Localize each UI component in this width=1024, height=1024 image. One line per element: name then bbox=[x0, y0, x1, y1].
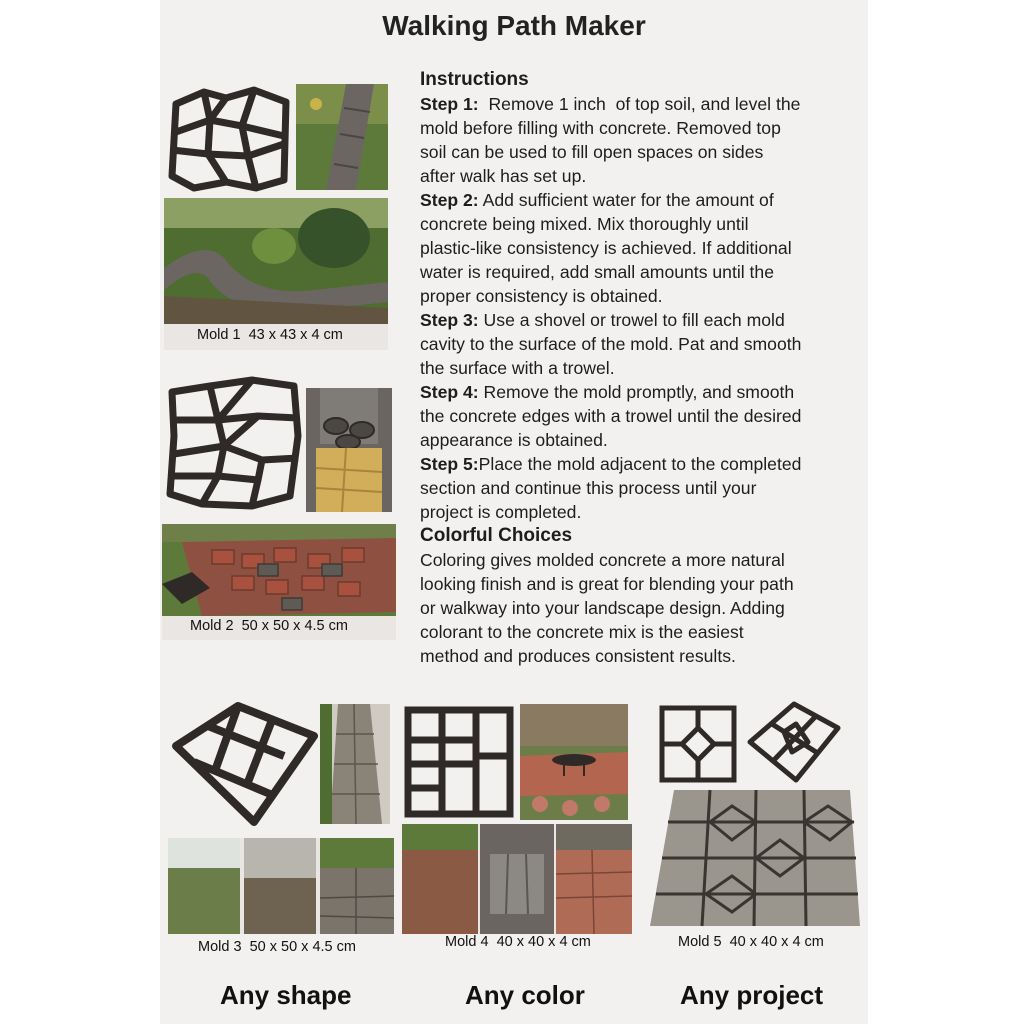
colorful-line: Coloring gives molded concrete a more natural bbox=[420, 550, 785, 570]
step-line bbox=[420, 476, 865, 500]
colorful-heading: Colorful Choices bbox=[420, 525, 573, 546]
step-line bbox=[420, 116, 865, 140]
step-line bbox=[420, 308, 865, 332]
tagline-any-shape: Any shape bbox=[220, 980, 352, 1010]
colorful-line: or walkway into your landscape design. Adding bbox=[420, 598, 785, 618]
mold5-granite-path-photo bbox=[644, 786, 864, 930]
instruction-sheet bbox=[160, 0, 868, 1024]
step-line bbox=[420, 236, 865, 260]
step-text: project is completed. bbox=[420, 502, 582, 522]
step-text: proper consistency is obtained. bbox=[420, 286, 663, 306]
mold3-yard-photos bbox=[168, 838, 394, 934]
mold1-garden-photo bbox=[164, 198, 388, 324]
colorful-line: looking finish and is great for blending your path bbox=[420, 574, 794, 594]
step-line bbox=[420, 452, 865, 476]
mold1-product-image bbox=[164, 84, 292, 194]
mold3-product-image bbox=[168, 698, 318, 830]
mold2-caption: Mold 2 50 x 50 x 4.5 cm bbox=[190, 618, 348, 634]
step-line bbox=[420, 188, 865, 212]
step-label: Step 2: bbox=[420, 190, 479, 210]
step-text: after walk has set up. bbox=[420, 166, 587, 186]
step-label: Step 5: bbox=[420, 454, 479, 474]
step-text: Use a shovel or trowel to fill each mold bbox=[478, 310, 785, 330]
step-line bbox=[420, 356, 865, 380]
mold5-product-image-angled bbox=[746, 698, 842, 786]
tagline-any-project: Any project bbox=[680, 980, 824, 1010]
instructions-block bbox=[420, 68, 865, 668]
colorful-text bbox=[420, 548, 865, 668]
step-text: the concrete edges with a trowel until the desired bbox=[420, 406, 802, 426]
mold4-product-image bbox=[402, 704, 516, 820]
step-label: Step 1: bbox=[420, 94, 479, 114]
mold3-caption: Mold 3 50 x 50 x 4.5 cm bbox=[198, 939, 356, 955]
mold4-patio-furniture-photo bbox=[520, 704, 628, 820]
mold4-caption: Mold 4 40 x 40 x 4 cm bbox=[445, 934, 591, 950]
step-line bbox=[420, 380, 865, 404]
step-line bbox=[420, 332, 865, 356]
step-text: section and continue this process until your bbox=[420, 478, 757, 498]
step-line bbox=[420, 500, 865, 524]
step-line bbox=[420, 260, 865, 284]
mold5-product-image-flat bbox=[658, 704, 738, 784]
step-text: water is required, add small amounts until the bbox=[420, 262, 775, 282]
mold4-process-photos bbox=[402, 824, 632, 934]
step-label: Step 4: bbox=[420, 382, 479, 402]
instructions-heading: Instructions bbox=[420, 69, 529, 90]
steps-list bbox=[420, 92, 865, 524]
step-line bbox=[420, 404, 865, 428]
step-text: cavity to the surface of the mold. Pat and smooth bbox=[420, 334, 802, 354]
step-line bbox=[420, 284, 865, 308]
step-line bbox=[420, 164, 865, 188]
mold1-caption: Mold 1 43 x 43 x 4 cm bbox=[197, 327, 343, 343]
colorful-line: method and produces consistent results. bbox=[420, 646, 736, 666]
step-text: appearance is obtained. bbox=[420, 430, 608, 450]
step-text: Remove the mold promptly, and smooth bbox=[478, 382, 795, 402]
step-text: Add sufficient water for the amount of bbox=[478, 190, 774, 210]
mold2-colored-stones-photo bbox=[306, 388, 392, 512]
step-line bbox=[420, 140, 865, 164]
mold2-colored-patio-photo bbox=[162, 524, 396, 616]
step-line bbox=[420, 428, 865, 452]
step-text: plastic-like consistency is achieved. If additional bbox=[420, 238, 792, 258]
mold2-product-image bbox=[162, 376, 302, 512]
mold3-narrow-path-photo bbox=[320, 704, 390, 824]
step-text: the surface with a trowel. bbox=[420, 358, 615, 378]
colorful-line: colorant to the concrete mix is the easiest bbox=[420, 622, 744, 642]
step-label: Step 3: bbox=[420, 310, 479, 330]
step-line bbox=[420, 92, 865, 116]
mold1-path-photo-small bbox=[296, 84, 388, 190]
step-text: Place the mold adjacent to the completed bbox=[478, 454, 802, 474]
tagline-any-color: Any color bbox=[465, 980, 585, 1010]
step-text: soil can be used to fill open spaces on sides bbox=[420, 142, 764, 162]
step-text: mold before filling with concrete. Removed top bbox=[420, 118, 781, 138]
step-line bbox=[420, 212, 865, 236]
step-text: concrete being mixed. Mix thoroughly until bbox=[420, 214, 749, 234]
page-title: Walking Path Maker bbox=[382, 10, 646, 41]
step-text: Remove 1 inch of top soil, and level the bbox=[478, 94, 801, 114]
mold5-caption: Mold 5 40 x 40 x 4 cm bbox=[678, 934, 824, 950]
